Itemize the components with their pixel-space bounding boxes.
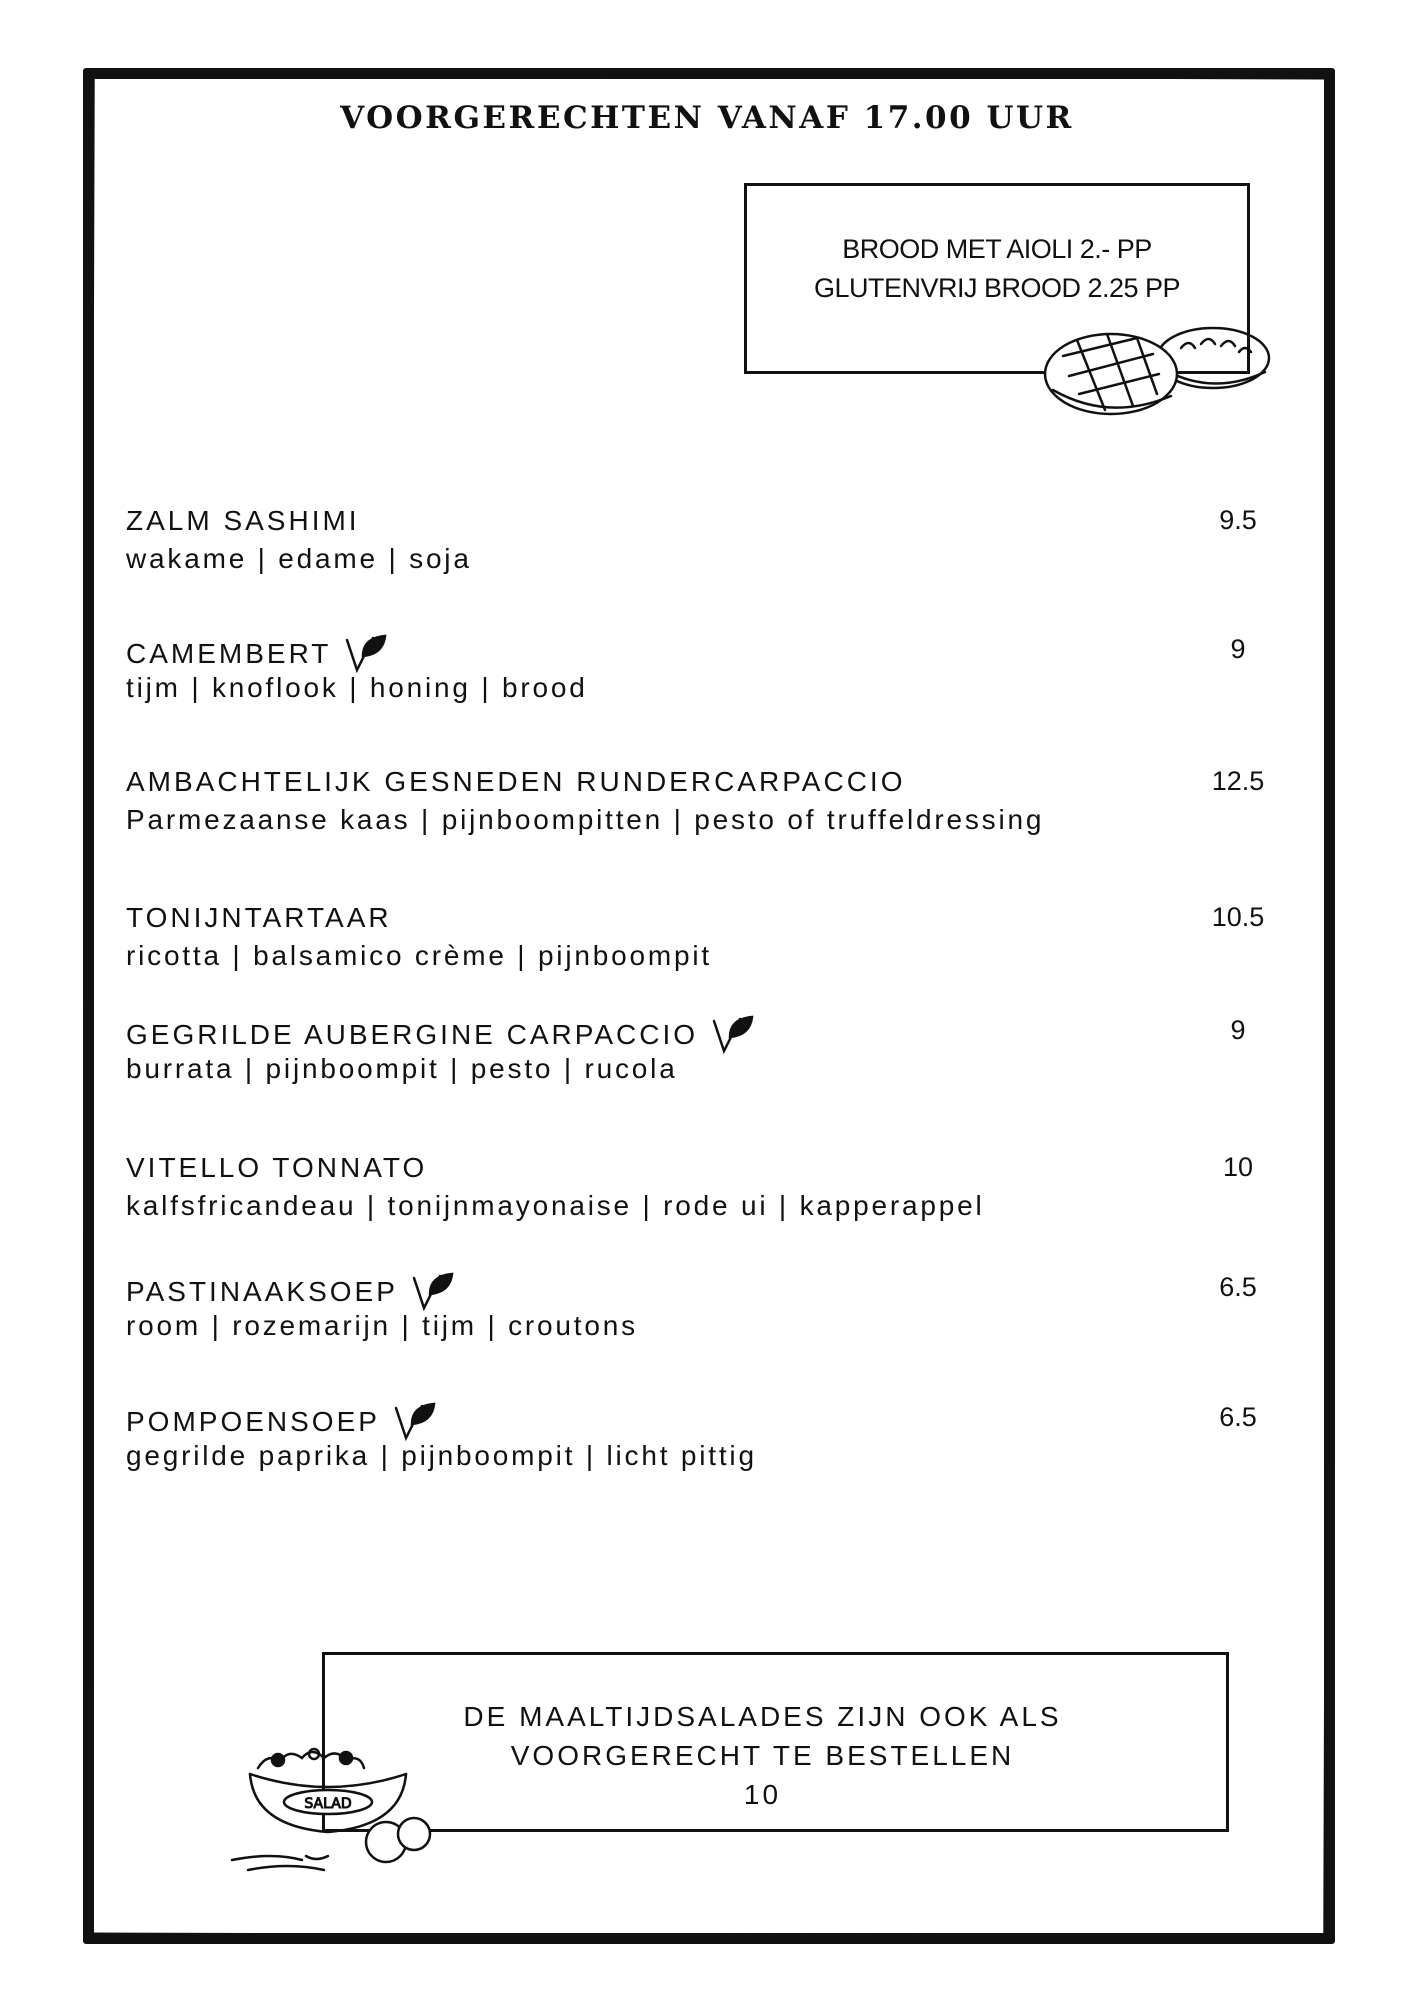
item-name-text: POMPOENSOEP — [126, 1406, 380, 1437]
item-name-text: VITELLO TONNATO — [126, 1152, 428, 1183]
salad-note-line-1: DE MAALTIJDSALADES ZIJN OOK ALS — [463, 1701, 1062, 1732]
leaf-icon — [343, 634, 389, 674]
item-name — [126, 634, 389, 674]
item-description: gegrilde paprika | pijnboompit | licht pittig — [126, 1440, 757, 1471]
item-name — [126, 1152, 427, 1184]
item-price: 6.5 — [1219, 1402, 1257, 1432]
item-description: Parmezaanse kaas | pijnboompitten | pesto of truffeldressing — [126, 804, 1045, 835]
leaf-icon — [392, 1402, 438, 1442]
item-price: 9 — [1230, 634, 1246, 664]
salad-bowl-label: SALAD — [304, 1796, 352, 1812]
item-description: tijm | knoflook | honing | brood — [126, 672, 588, 703]
item-name-text: GEGRILDE AUBERGINE CARPACCIO — [126, 1019, 699, 1050]
bread-info — [744, 230, 1250, 308]
item-name — [126, 902, 392, 934]
salad-note-price: 10 — [743, 1779, 782, 1810]
item-name — [126, 1015, 756, 1055]
item-price: 9 — [1230, 1015, 1246, 1045]
item-name — [126, 766, 905, 798]
item-description: room | rozemarijn | tijm | croutons — [126, 1310, 638, 1341]
bread-line-glutenfree: GLUTENVRIJ BROOD 2.25 PP — [813, 273, 1181, 303]
bread-line-aioli: BROOD MET AIOLI 2.- PP — [842, 234, 1152, 264]
item-description: wakame | edame | soja — [126, 543, 472, 574]
item-name-text: CAMEMBERT — [126, 638, 332, 669]
leaf-icon — [410, 1272, 456, 1312]
item-description: kalfsfricandeau | tonijnmayonaise | rode ui | kapperappel — [126, 1190, 985, 1221]
item-name-text: PASTINAAKSOEP — [126, 1276, 398, 1307]
item-name — [126, 1402, 438, 1442]
item-description: burrata | pijnboompit | pesto | rucola — [126, 1053, 678, 1084]
item-price: 9.5 — [1219, 505, 1257, 535]
item-description: ricotta | balsamico crème | pijnboompit — [126, 940, 712, 971]
item-name — [126, 1272, 456, 1312]
item-price: 10.5 — [1211, 902, 1265, 932]
page-title: VOORGERECHTEN VANAF 17.00 UUR — [340, 100, 1074, 136]
salad-note — [380, 1697, 1145, 1814]
item-name-text: TONIJNTARTAAR — [126, 902, 392, 933]
item-price: 12.5 — [1211, 766, 1265, 796]
item-name-text: ZALM SASHIMI — [126, 505, 360, 536]
item-price: 10 — [1222, 1152, 1254, 1182]
leaf-icon — [710, 1015, 756, 1055]
item-name — [126, 505, 360, 537]
item-price: 6.5 — [1219, 1272, 1257, 1302]
bread-icon — [1033, 318, 1273, 418]
salad-note-line-2: VOORGERECHT TE BESTELLEN — [510, 1740, 1015, 1771]
salad-bowl-icon — [228, 1738, 438, 1878]
item-name-text: AMBACHTELIJK GESNEDEN RUNDERCARPACCIO — [126, 766, 906, 797]
